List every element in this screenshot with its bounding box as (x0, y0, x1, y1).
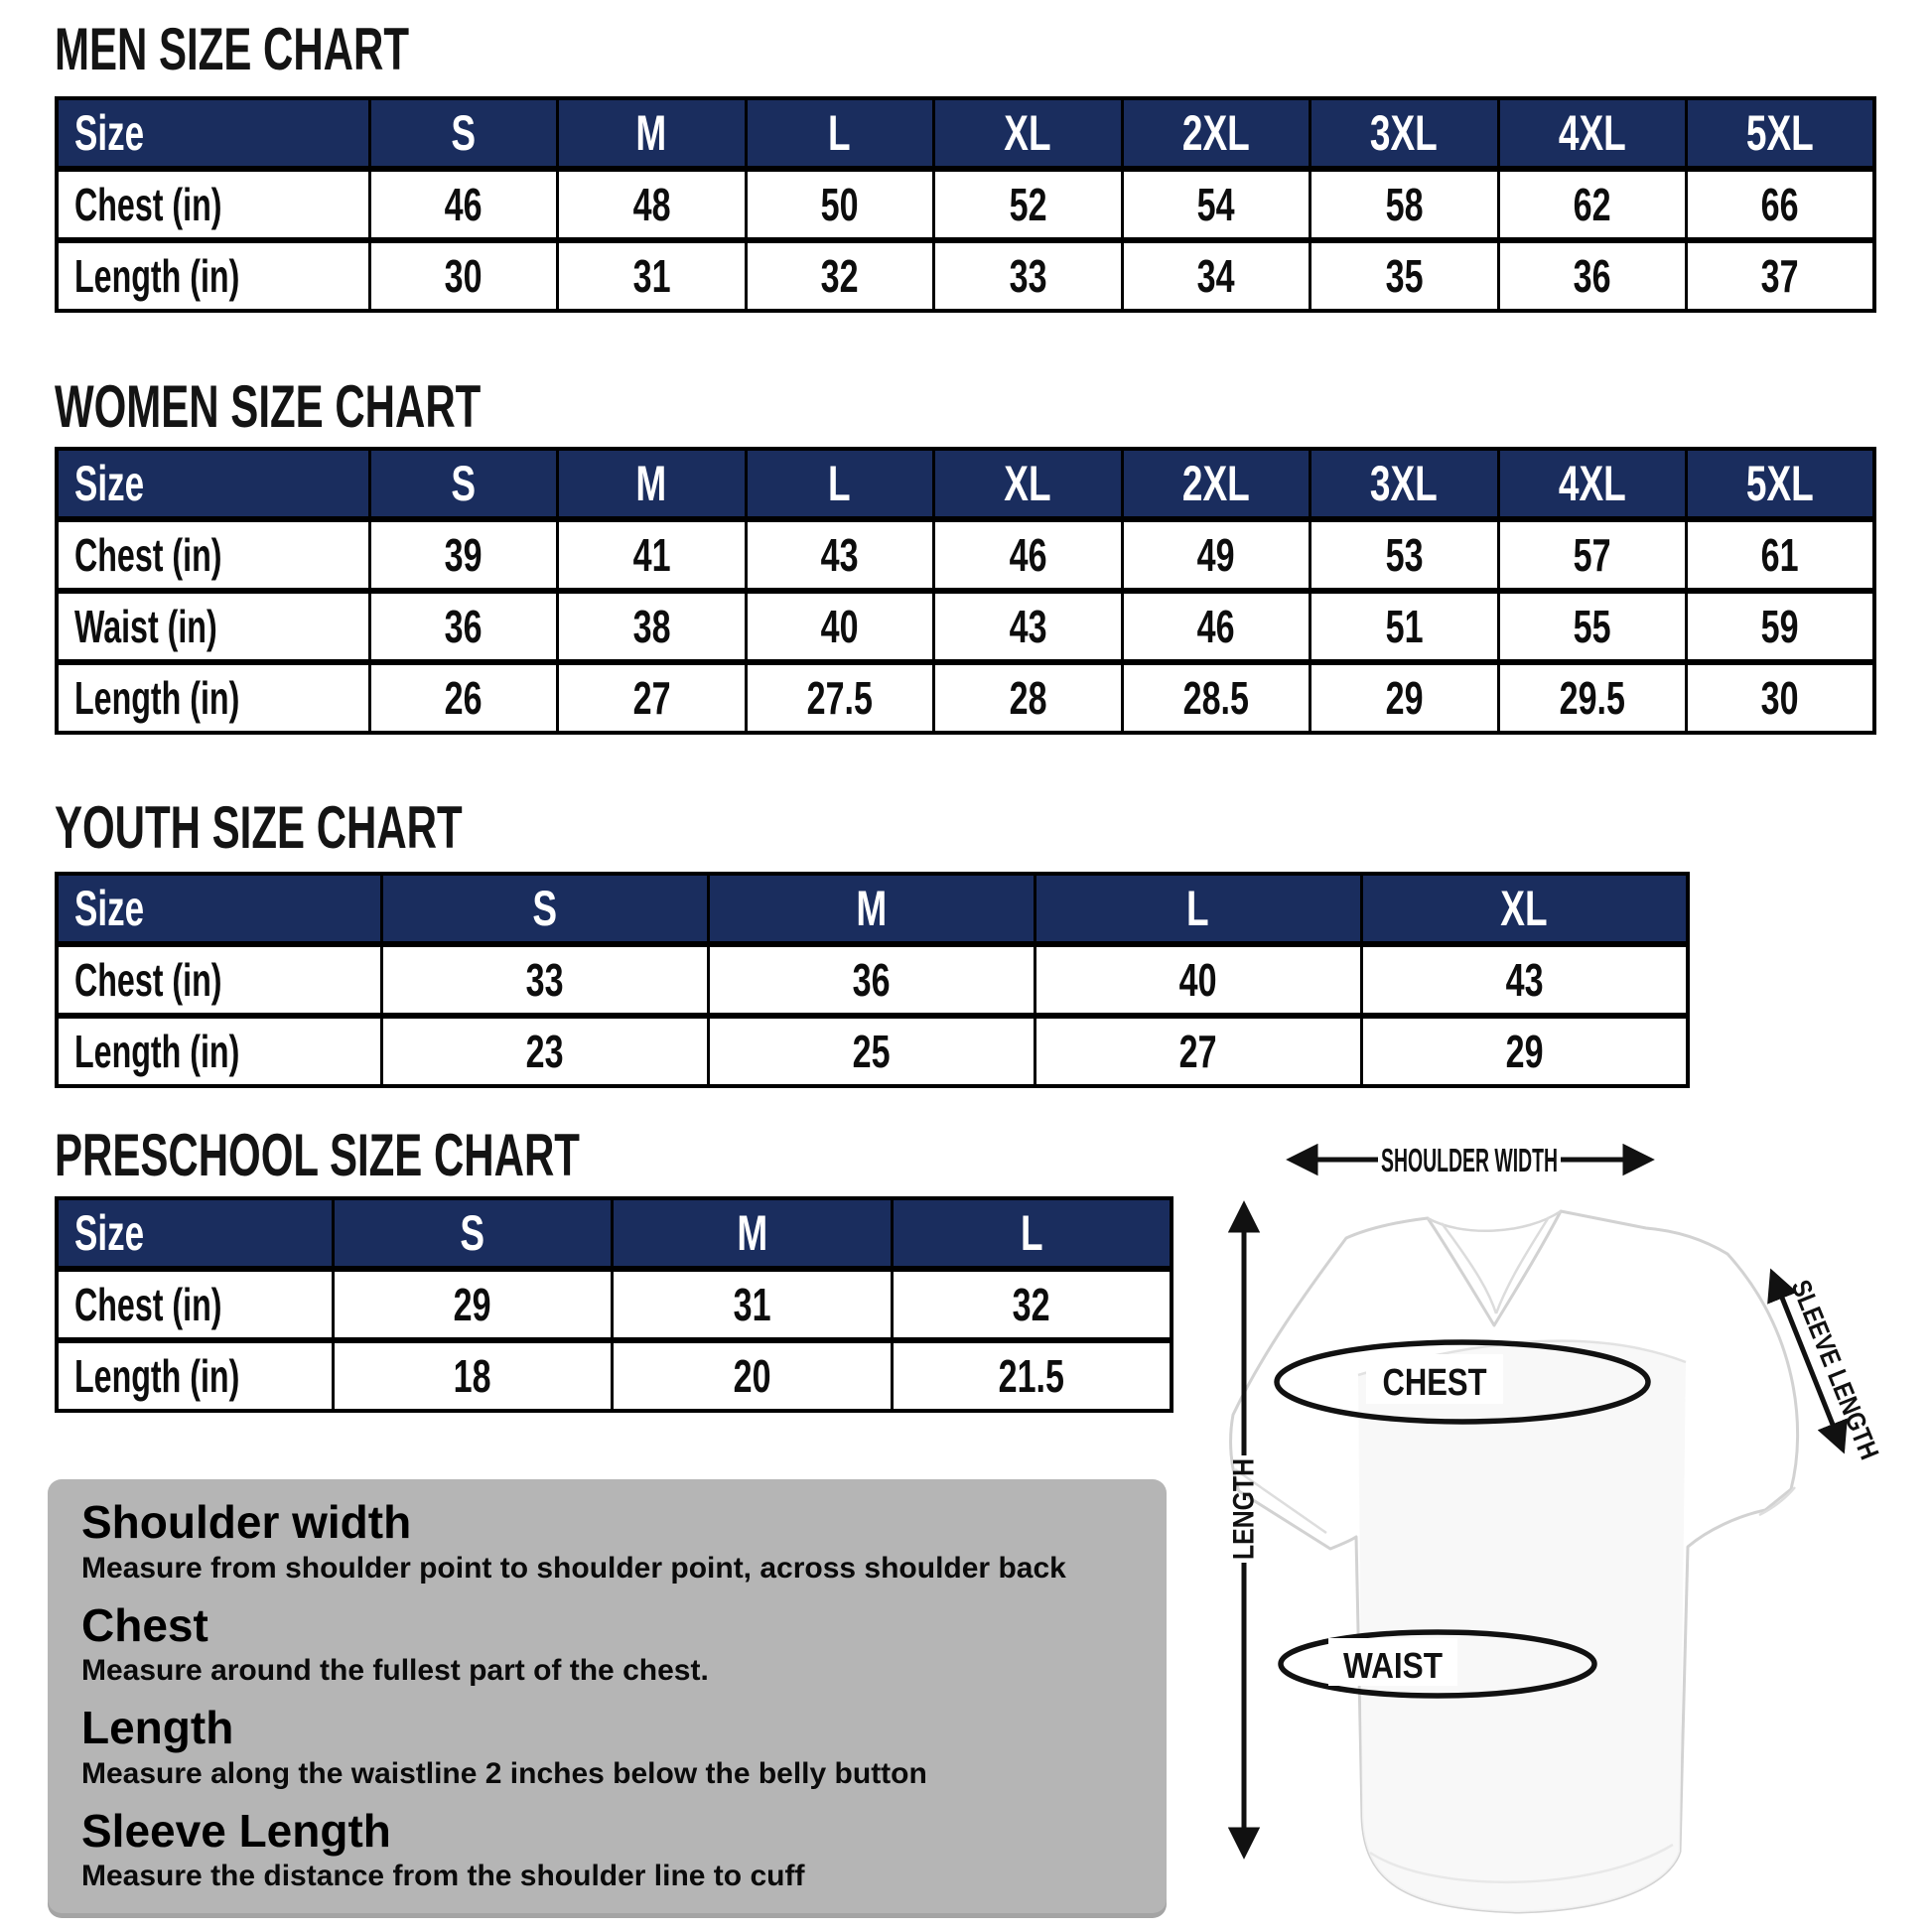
size-column-4XL: 4XL (1498, 449, 1687, 519)
size-value: 41 (558, 519, 747, 591)
youth-chart-title: YOUTH SIZE CHART (55, 794, 463, 861)
men-row-chest (57, 169, 1874, 240)
size-value: 37 (1687, 240, 1875, 311)
guide-item-sleeve-length (81, 1806, 1147, 1896)
size-value: 29 (1311, 662, 1499, 733)
row-label: Chest (in) (57, 169, 369, 240)
size-column-XL: XL (934, 449, 1123, 519)
size-value: 25 (708, 1016, 1035, 1086)
guide-term: Chest (81, 1598, 208, 1651)
size-value: 36 (708, 944, 1035, 1016)
size-value: 43 (934, 591, 1123, 662)
size-column-L: L (746, 449, 934, 519)
size-value: 30 (1687, 662, 1875, 733)
size-value: 28.5 (1122, 662, 1311, 733)
jersey-illustration (1231, 1211, 1798, 1912)
size-column-S: S (381, 874, 708, 944)
size-value: 48 (558, 169, 747, 240)
guide-definition: Measure around the fullest part of the chest. (81, 1654, 709, 1688)
row-label: Chest (in) (57, 519, 369, 591)
size-column-M: M (708, 874, 1035, 944)
size-column-S: S (369, 98, 558, 169)
size-value: 59 (1687, 591, 1875, 662)
size-value: 49 (1122, 519, 1311, 591)
row-label: Length (in) (57, 1340, 333, 1411)
women-row-waist (57, 591, 1874, 662)
guide-term: Shoulder width (81, 1496, 412, 1548)
size-value: 31 (558, 240, 747, 311)
size-column-L: L (746, 98, 934, 169)
row-label: Length (in) (57, 240, 369, 311)
size-column-4XL: 4XL (1498, 98, 1687, 169)
size-value: 39 (369, 519, 558, 591)
row-label: Length (in) (57, 662, 369, 733)
size-column-S: S (369, 449, 558, 519)
size-value: 43 (1361, 944, 1688, 1016)
size-value: 55 (1498, 591, 1687, 662)
size-value: 21.5 (892, 1340, 1172, 1411)
youth-size-table (55, 872, 1690, 1088)
size-value: 20 (613, 1340, 893, 1411)
shoulder-width-label: SHOULDER WIDTH (1381, 1142, 1558, 1178)
size-value: 28 (934, 662, 1123, 733)
size-value: 31 (613, 1269, 893, 1340)
guide-definition: Measure the distance from the shoulder line to cuff (81, 1860, 805, 1893)
size-value: 58 (1311, 169, 1499, 240)
size-value: 36 (1498, 240, 1687, 311)
women-size-table (55, 447, 1876, 735)
size-column-2XL: 2XL (1122, 449, 1311, 519)
size-column-L: L (892, 1198, 1172, 1269)
size-column-5XL: 5XL (1687, 449, 1875, 519)
size-value: 40 (1035, 944, 1361, 1016)
size-column-M: M (558, 98, 747, 169)
size-value: 62 (1498, 169, 1687, 240)
sleeve-length-label: SLEEVE LENGTH (1785, 1276, 1897, 1494)
preschool-size-table (55, 1196, 1173, 1413)
size-column-label: Size (57, 449, 369, 519)
guide-term: Length (81, 1702, 234, 1754)
preschool-chart-title: PRESCHOOL SIZE CHART (55, 1122, 580, 1188)
men-chart-title: MEN SIZE CHART (55, 16, 409, 82)
size-value: 33 (381, 944, 708, 1016)
size-column-L: L (1035, 874, 1361, 944)
size-column-3XL: 3XL (1311, 449, 1499, 519)
size-value: 66 (1687, 169, 1875, 240)
size-column-label: Size (57, 1198, 333, 1269)
row-label: Chest (in) (57, 1269, 333, 1340)
jersey-measurement-diagram (1172, 1122, 1932, 1932)
preschool-header-row (57, 1198, 1172, 1269)
men-header-row (57, 98, 1874, 169)
row-label: Length (in) (57, 1016, 381, 1086)
size-value: 46 (1122, 591, 1311, 662)
size-column-5XL: 5XL (1687, 98, 1875, 169)
size-column-M: M (558, 449, 747, 519)
size-value: 30 (369, 240, 558, 311)
women-chart-title: WOMEN SIZE CHART (55, 373, 482, 440)
size-value: 35 (1311, 240, 1499, 311)
size-value: 61 (1687, 519, 1875, 591)
size-value: 46 (369, 169, 558, 240)
size-column-label: Size (57, 98, 369, 169)
size-value: 50 (746, 169, 934, 240)
length-annotation (1228, 1205, 1261, 1855)
size-value: 18 (333, 1340, 613, 1411)
guide-definition: Measure from shoulder point to shoulder point, across shoulder back (81, 1551, 1066, 1585)
size-value: 57 (1498, 519, 1687, 591)
women-row-length (57, 662, 1874, 733)
size-column-M: M (613, 1198, 893, 1269)
size-value: 23 (381, 1016, 708, 1086)
size-value: 33 (934, 240, 1123, 311)
size-column-2XL: 2XL (1122, 98, 1311, 169)
size-value: 40 (746, 591, 934, 662)
size-value: 27 (558, 662, 747, 733)
size-value: 34 (1122, 240, 1311, 311)
guide-definition: Measure along the waistline 2 inches below the belly button (81, 1756, 927, 1790)
size-value: 29.5 (1498, 662, 1687, 733)
men-row-length (57, 240, 1874, 311)
length-label: LENGTH (1227, 1437, 1261, 1560)
shoulder-width-annotation (1291, 1142, 1650, 1178)
size-value: 27 (1035, 1016, 1361, 1086)
women-row-chest (57, 519, 1874, 591)
size-value: 27.5 (746, 662, 934, 733)
size-value: 46 (934, 519, 1123, 591)
youth-header-row (57, 874, 1688, 944)
size-column-XL: XL (1361, 874, 1688, 944)
row-label: Chest (in) (57, 944, 381, 1016)
size-value: 53 (1311, 519, 1499, 591)
size-value: 54 (1122, 169, 1311, 240)
waist-label: WAIST (1343, 1645, 1444, 1686)
preschool-row-length (57, 1340, 1172, 1411)
women-header-row (57, 449, 1874, 519)
size-value: 43 (746, 519, 934, 591)
size-value: 26 (369, 662, 558, 733)
guide-item-shoulder-width (81, 1497, 1147, 1587)
size-value: 36 (369, 591, 558, 662)
guide-item-chest (81, 1600, 1147, 1691)
chest-label: CHEST (1382, 1362, 1487, 1404)
men-size-table (55, 96, 1876, 313)
size-value: 51 (1311, 591, 1499, 662)
size-column-label: Size (57, 874, 381, 944)
youth-row-length (57, 1016, 1688, 1086)
size-value: 32 (892, 1269, 1172, 1340)
size-value: 32 (746, 240, 934, 311)
preschool-row-chest (57, 1269, 1172, 1340)
youth-row-chest (57, 944, 1688, 1016)
size-value: 29 (1361, 1016, 1688, 1086)
size-column-XL: XL (934, 98, 1123, 169)
guide-term: Sleeve Length (81, 1804, 391, 1857)
size-value: 38 (558, 591, 747, 662)
guide-item-length (81, 1703, 1147, 1793)
size-value: 29 (333, 1269, 613, 1340)
size-value: 52 (934, 169, 1123, 240)
size-column-S: S (333, 1198, 613, 1269)
measurement-guide-box (48, 1479, 1167, 1913)
size-column-3XL: 3XL (1311, 98, 1499, 169)
row-label: Waist (in) (57, 591, 369, 662)
